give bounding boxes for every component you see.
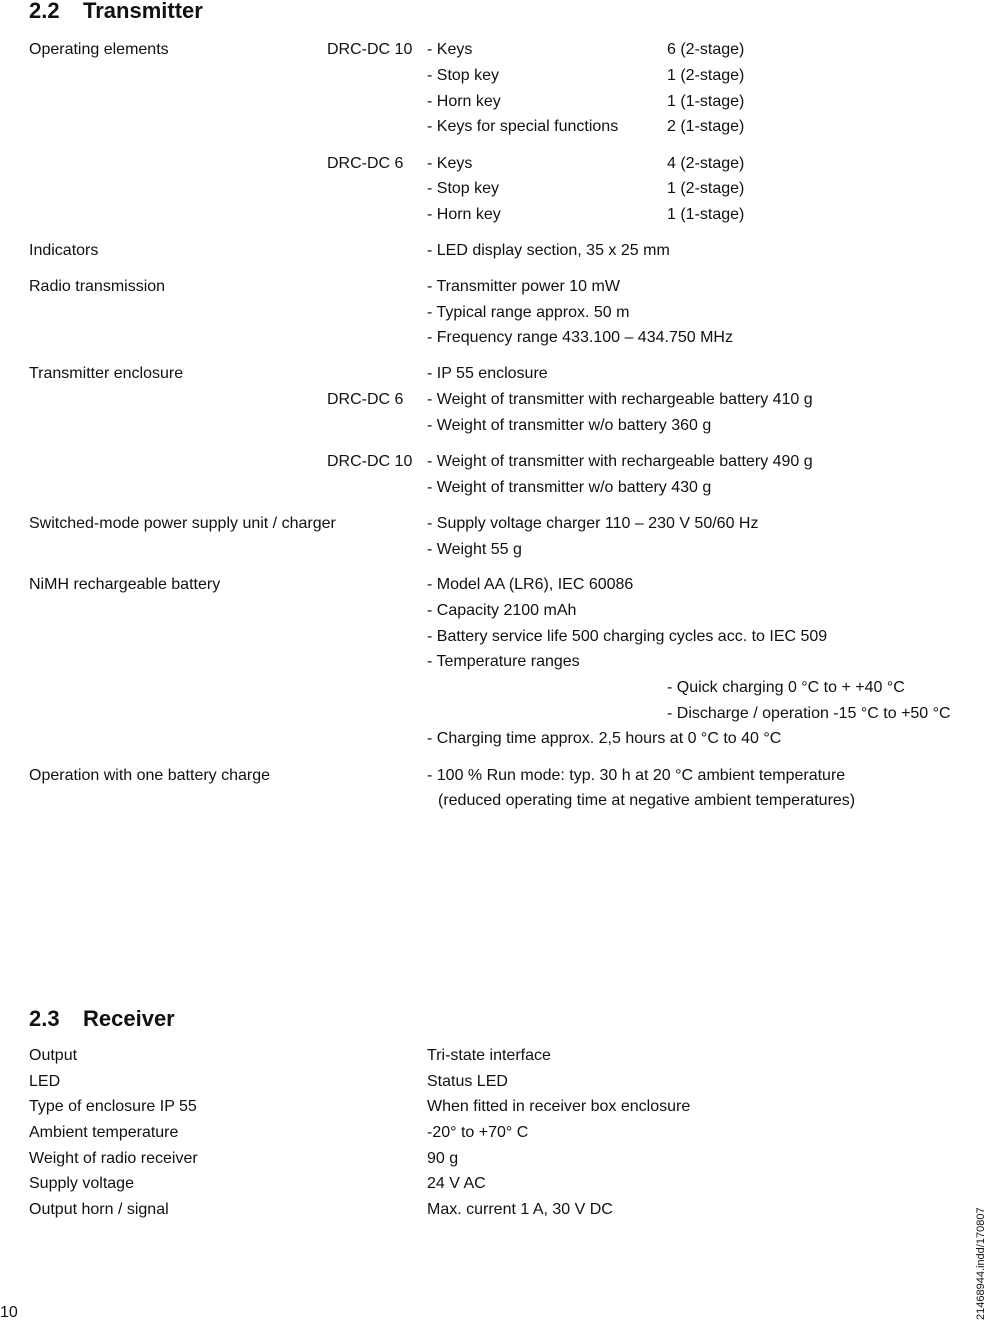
spec-subitem: - Quick charging 0 °C to + +40 °C	[667, 679, 905, 696]
spec-item: - Temperature ranges	[427, 653, 580, 670]
spec-item: - Model AA (LR6), IEC 60086	[427, 576, 634, 593]
spec-subitem: - Discharge / operation -15 °C to +50 °C	[667, 705, 951, 722]
spec-item: - Battery service life 500 charging cycles acc. to IEC 509	[427, 628, 828, 645]
spec-item: - Weight of transmitter with rechargeable battery 490 g	[427, 453, 813, 470]
spec-item: - Stop key	[427, 180, 500, 197]
model-label: DRC-DC 6	[327, 391, 404, 408]
spec-item: - Horn key	[427, 206, 501, 223]
model-label: DRC-DC 10	[327, 41, 413, 58]
spec-label-indicators: Indicators	[29, 242, 99, 259]
receiver-value: When fitted in receiver box enclosure	[427, 1098, 691, 1115]
section-number: 2.2	[29, 0, 60, 23]
spec-note: (reduced operating time at negative ambient temperatures)	[438, 792, 856, 809]
spec-item: - Supply voltage charger 110 – 230 V 50/60 Hz	[427, 515, 759, 532]
receiver-label: Type of enclosure IP 55	[29, 1098, 197, 1115]
spec-item: - Capacity 2100 mAh	[427, 602, 577, 619]
spec-item: - IP 55 enclosure	[427, 365, 548, 382]
receiver-value: Tri-state interface	[427, 1047, 551, 1064]
spec-item: - Weight 55 g	[427, 541, 522, 558]
receiver-value: -20° to +70° C	[427, 1124, 529, 1141]
receiver-value: Status LED	[427, 1073, 508, 1090]
receiver-value: Max. current 1 A, 30 V DC	[427, 1201, 613, 1218]
model-label: DRC-DC 10	[327, 453, 413, 470]
spec-value: 1 (2-stage)	[667, 67, 745, 84]
spec-label-battery: NiMH rechargeable battery	[29, 576, 221, 593]
receiver-label: Weight of radio receiver	[29, 1150, 198, 1167]
spec-value: 4 (2-stage)	[667, 155, 745, 172]
spec-value: 1 (1-stage)	[667, 93, 745, 110]
spec-item: - LED display section, 35 x 25 mm	[427, 242, 670, 259]
spec-item: - Keys for special functions	[427, 118, 619, 135]
spec-item: - 100 % Run mode: typ. 30 h at 20 °C ambient temperature	[427, 767, 846, 784]
spec-item: - Transmitter power 10 mW	[427, 278, 620, 295]
spec-value: 1 (2-stage)	[667, 180, 745, 197]
spec-value: 1 (1-stage)	[667, 206, 745, 223]
spec-item: - Horn key	[427, 93, 501, 110]
page-number: 10	[0, 1304, 18, 1321]
spec-item: - Frequency range 433.100 – 434.750 MHz	[427, 329, 733, 346]
model-label: DRC-DC 6	[327, 155, 404, 172]
section-title: Transmitter	[83, 0, 203, 23]
spec-label-power-supply: Switched-mode power supply unit / charger	[29, 515, 336, 532]
receiver-label: LED	[29, 1073, 61, 1090]
spec-item: - Charging time approx. 2,5 hours at 0 °C to 40 °C	[427, 730, 782, 747]
receiver-label: Output	[29, 1047, 78, 1064]
spec-value: 6 (2-stage)	[667, 41, 745, 58]
receiver-label: Ambient temperature	[29, 1124, 179, 1141]
spec-label-transmitter-enclosure: Transmitter enclosure	[29, 365, 184, 382]
section-heading-receiver	[29, 1008, 175, 1030]
document-code: 21468944.indd/170807	[975, 1207, 987, 1320]
section-number: 2.3	[29, 1006, 60, 1031]
receiver-value: 90 g	[427, 1150, 459, 1167]
spec-item: - Weight of transmitter w/o battery 360 g	[427, 417, 712, 434]
spec-label-operation: Operation with one battery charge	[29, 767, 271, 784]
section-heading-transmitter	[29, 0, 203, 22]
spec-item: - Typical range approx. 50 m	[427, 304, 630, 321]
spec-label-radio-transmission: Radio transmission	[29, 278, 166, 295]
receiver-label: Supply voltage	[29, 1175, 134, 1192]
spec-item: - Keys	[427, 155, 473, 172]
spec-item: - Weight of transmitter w/o battery 430 g	[427, 479, 712, 496]
section-title: Receiver	[83, 1006, 175, 1031]
receiver-value: 24 V AC	[427, 1175, 486, 1192]
spec-label-operating-elements: Operating elements	[29, 41, 169, 58]
spec-value: 2 (1-stage)	[667, 118, 745, 135]
spec-item: - Stop key	[427, 67, 500, 84]
spec-item: - Keys	[427, 41, 473, 58]
receiver-label: Output horn / signal	[29, 1201, 169, 1218]
spec-item: - Weight of transmitter with rechargeable battery 410 g	[427, 391, 813, 408]
